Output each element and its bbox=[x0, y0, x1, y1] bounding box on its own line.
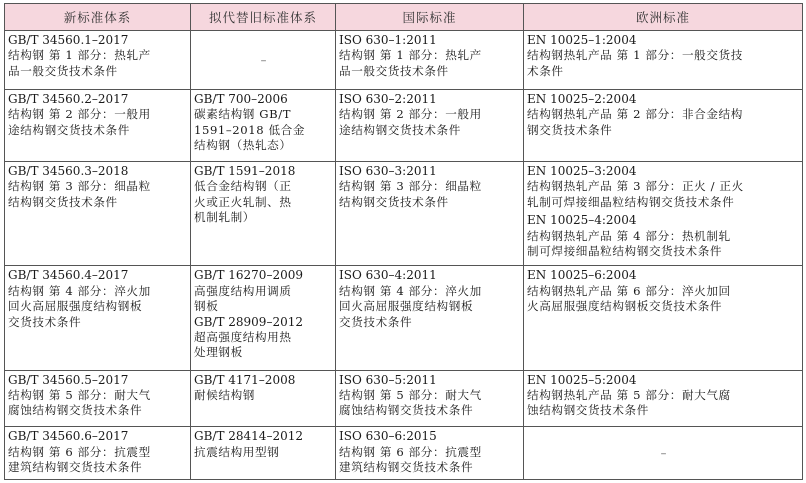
eu-standard-cell: – bbox=[524, 427, 803, 480]
old-standard-cell bbox=[191, 266, 336, 370]
standard-code: EN 10025–6:2004 bbox=[527, 268, 637, 283]
standard-title-line: 轧制可焊接细晶粒结构钢交货技术条件 bbox=[527, 194, 735, 209]
iso-standard-cell bbox=[336, 370, 524, 427]
iso-standard-cell bbox=[336, 31, 524, 90]
standard-title-line: 结构钢（热轧态） bbox=[194, 138, 292, 153]
old-standard-cell bbox=[191, 89, 336, 161]
header-international-standard: 国际标准 bbox=[336, 4, 524, 31]
standard-title-line: 1591–2018 低合金 bbox=[194, 122, 306, 137]
old-standard-cell bbox=[191, 370, 336, 427]
table-row bbox=[5, 266, 803, 370]
standard-code: GB/T 28909–2012 bbox=[194, 314, 303, 329]
standard-title-line: 结构钢交货技术条件 bbox=[339, 194, 449, 209]
standard-title-line: 结构钢 第 2 部分：一般用 bbox=[8, 107, 151, 122]
standard-title-line: 结构钢热轧产品 第 4 部分：热机制轧 bbox=[527, 228, 731, 243]
standard-title-line: 结构钢 第 4 部分：淬火加 bbox=[8, 283, 151, 298]
standard-title-line: 腐蚀结构钢交货技术条件 bbox=[339, 403, 474, 418]
new-standard-cell bbox=[5, 427, 191, 480]
old-standard-cell bbox=[191, 427, 336, 480]
standard-title-line: 回火高屈服强度结构钢板 bbox=[339, 299, 474, 314]
standard-title-line: 交货技术条件 bbox=[339, 314, 413, 329]
standard-title-line: 结构钢 第 6 部分：抗震型 bbox=[8, 444, 151, 459]
standard-title-line: 结构钢热轧产品 第 5 部分：耐大气腐 bbox=[527, 387, 731, 402]
standard-code: EN 10025–1:2004 bbox=[527, 33, 637, 47]
standard-code: EN 10025–2:2004 bbox=[527, 91, 637, 106]
standard-code: ISO 630–4:2011 bbox=[339, 268, 437, 283]
standard-title-line: 结构钢热轧产品 第 1 部分：一般交货技 bbox=[527, 48, 743, 63]
standard-title-line: 结构钢 第 1 部分：热轧产 bbox=[8, 48, 151, 63]
header-new-standard: 新标准体系 bbox=[5, 4, 191, 31]
standard-title-line: 火或正火轧制、热 bbox=[194, 194, 292, 209]
standard-title-line: 结构钢 第 4 部分：淬火加 bbox=[339, 283, 482, 298]
new-standard-cell bbox=[5, 162, 191, 266]
iso-standard-cell bbox=[336, 266, 524, 370]
standard-code: ISO 630–6:2015 bbox=[339, 429, 437, 444]
new-standard-cell bbox=[5, 31, 191, 90]
standard-title-line: 腐蚀结构钢交货技术条件 bbox=[8, 403, 143, 418]
table-row bbox=[5, 162, 803, 266]
standard-title-line: 钢板 bbox=[194, 299, 219, 314]
iso-standard-cell bbox=[336, 89, 524, 161]
standard-code: ISO 630–5:2011 bbox=[339, 372, 437, 387]
standard-code: EN 10025–5:2004 bbox=[527, 372, 637, 387]
standard-code: GB/T 34560.2–2017 bbox=[8, 91, 129, 106]
standard-title-line: 抗震结构用型钢 bbox=[194, 444, 280, 459]
standard-title-line: 超高强度结构用热 bbox=[194, 329, 292, 344]
standard-title-line: 结构钢热轧产品 第 2 部分：非合金结构 bbox=[527, 107, 743, 122]
standards-comparison-table bbox=[4, 3, 803, 480]
standard-title-line: 建筑结构钢交货技术条件 bbox=[8, 460, 143, 475]
header-european-standard: 欧洲标准 bbox=[524, 4, 803, 31]
standard-code: GB/T 34560.3–2018 bbox=[8, 164, 129, 179]
header-replaced-old-standard: 拟代替旧标准体系 bbox=[191, 4, 336, 31]
standard-code: EN 10025–3:2004 bbox=[527, 164, 637, 179]
standard-title-line: 品一般交货技术条件 bbox=[8, 63, 118, 78]
standard-title-line: 结构钢 第 2 部分：一般用 bbox=[339, 107, 482, 122]
standard-title-line: 处理钢板 bbox=[194, 345, 243, 360]
header-row bbox=[5, 4, 803, 31]
standard-title-line: 结构钢 第 1 部分：热轧产 bbox=[339, 48, 482, 63]
standard-title-line: 品一般交货技术条件 bbox=[339, 63, 449, 78]
table-row bbox=[5, 89, 803, 161]
standard-title-line: 途结构钢交货技术条件 bbox=[8, 122, 130, 137]
eu-standard-cell bbox=[524, 89, 803, 161]
standard-code: GB/T 34560.4–2017 bbox=[8, 268, 129, 283]
new-standard-cell bbox=[5, 266, 191, 370]
standard-title-line: 结构钢 第 6 部分：抗震型 bbox=[339, 444, 482, 459]
standard-title-line: 途结构钢交货技术条件 bbox=[339, 122, 461, 137]
standard-title-line: 钢交货技术条件 bbox=[527, 122, 613, 137]
old-standard-cell: – bbox=[191, 31, 336, 90]
standard-title-line: 高强度结构用调质 bbox=[194, 283, 292, 298]
standard-code: GB/T 34560.6–2017 bbox=[8, 429, 129, 444]
standard-title-line: 结构钢 第 3 部分：细晶粒 bbox=[339, 179, 482, 194]
eu-standard-cell bbox=[524, 162, 803, 266]
standard-title-line: 结构钢 第 5 部分：耐大气 bbox=[339, 387, 482, 402]
standard-code: GB/T 34560.1–2017 bbox=[8, 33, 129, 47]
standard-title-line: 结构钢热轧产品 第 3 部分：正火 / 正火 bbox=[527, 179, 744, 194]
standard-title-line: 机制轧制） bbox=[194, 210, 255, 225]
table-row bbox=[5, 427, 803, 480]
standard-title-line: 结构钢热轧产品 第 6 部分：淬火加回 bbox=[527, 283, 731, 298]
standard-title-line: 蚀结构钢交货技术条件 bbox=[527, 403, 649, 418]
new-standard-cell bbox=[5, 89, 191, 161]
standard-code: ISO 630–3:2011 bbox=[339, 164, 437, 179]
standard-title-line: 术条件 bbox=[527, 63, 564, 78]
standard-title-line: 制可焊接细晶粒结构钢交货技术条件 bbox=[527, 244, 723, 259]
eu-standard-cell bbox=[524, 370, 803, 427]
standard-code: GB/T 1591–2018 bbox=[194, 164, 296, 179]
standard-code: ISO 630–2:2011 bbox=[339, 91, 437, 106]
table-row bbox=[5, 31, 803, 90]
standard-code: EN 10025–4:2004 bbox=[527, 213, 637, 228]
standard-code: GB/T 28414–2012 bbox=[194, 429, 303, 444]
old-standard-cell bbox=[191, 162, 336, 266]
standard-title-line: 低合金结构钢（正 bbox=[194, 179, 292, 194]
standard-code: GB/T 16270–2009 bbox=[194, 268, 303, 283]
new-standard-cell bbox=[5, 370, 191, 427]
standard-code: GB/T 700–2006 bbox=[194, 91, 288, 106]
iso-standard-cell bbox=[336, 162, 524, 266]
standard-title-line: 碳素结构钢 GB/T bbox=[194, 107, 292, 122]
standard-code: GB/T 4171–2008 bbox=[194, 372, 296, 387]
standard-title-line: 结构钢 第 3 部分：细晶粒 bbox=[8, 179, 151, 194]
eu-standard-cell bbox=[524, 31, 803, 90]
standard-title-line: 火高屈服强度结构钢板交货技术条件 bbox=[527, 299, 723, 314]
standard-title-line: 耐候结构钢 bbox=[194, 387, 255, 402]
iso-standard-cell bbox=[336, 427, 524, 480]
standard-title-line: 回火高屈服强度结构钢板 bbox=[8, 299, 143, 314]
standard-code: ISO 630–1:2011 bbox=[339, 33, 437, 47]
standard-code: GB/T 34560.5–2017 bbox=[8, 372, 129, 387]
standard-title-line: 交货技术条件 bbox=[8, 314, 82, 329]
eu-standard-cell bbox=[524, 266, 803, 370]
standard-title-line: 结构钢 第 5 部分：耐大气 bbox=[8, 387, 151, 402]
standard-title-line: 结构钢交货技术条件 bbox=[8, 194, 118, 209]
table-row bbox=[5, 370, 803, 427]
standard-title-line: 建筑结构钢交货技术条件 bbox=[339, 460, 474, 475]
